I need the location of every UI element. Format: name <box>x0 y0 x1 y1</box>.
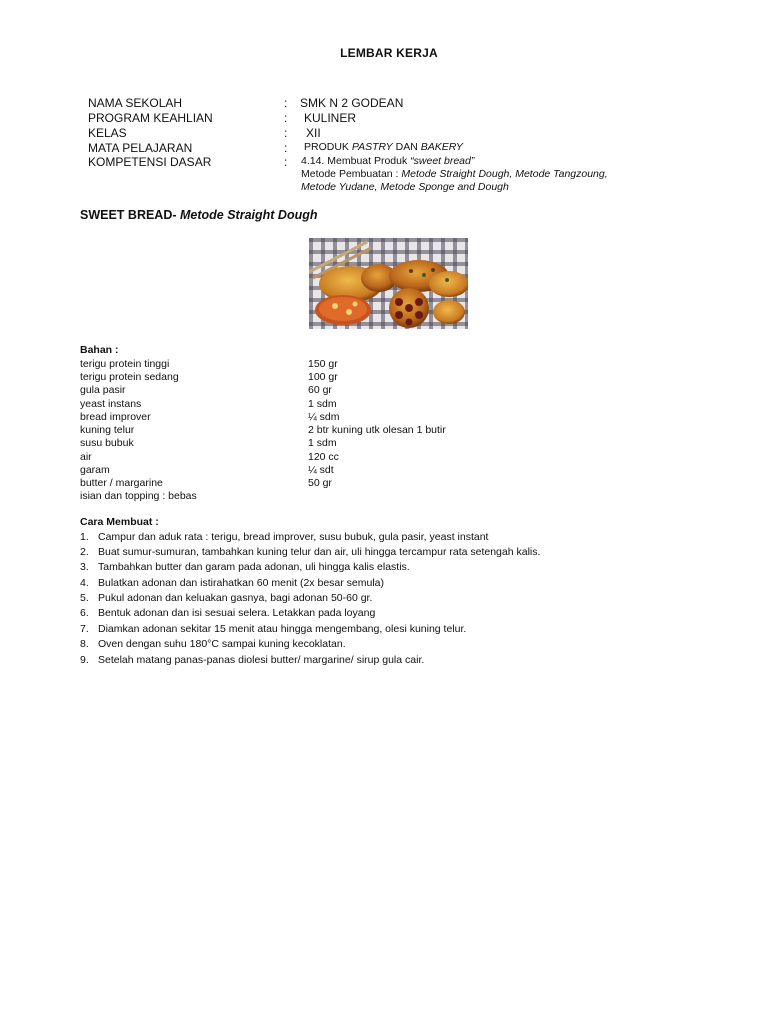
info-colon: : <box>284 96 288 110</box>
ingredient-name: bread improver <box>80 411 151 423</box>
info-colon: : <box>284 126 288 140</box>
sweet-bread-photo <box>309 238 468 329</box>
ingredient-name: yeast instans <box>80 398 142 410</box>
info-value-competency-line3: Metode Yudane, Metode Sponge and Dough <box>301 181 509 193</box>
ingredient-name: isian dan topping : bebas <box>80 490 197 502</box>
ingredient-name: air <box>80 451 92 463</box>
info-value-class: XII <box>306 126 321 140</box>
step-item: 9. Setelah matang panas-panas diolesi butter/ margarine/ sirup gula cair. <box>80 654 425 666</box>
ingredient-qty: 50 gr <box>308 477 332 489</box>
ingredient-name: terigu protein tinggi <box>80 358 170 370</box>
page-title: LEMBAR KERJA <box>340 46 438 60</box>
info-label-school: NAMA SEKOLAH <box>88 96 183 110</box>
ingredient-qty: 1 sdm <box>308 398 337 410</box>
step-item: 5. Pukul adonan dan keluakan gasnya, bagi adonan 50-60 gr. <box>80 592 373 604</box>
recipe-heading: SWEET BREAD- Metode Straight Dough <box>80 208 318 222</box>
step-item: 1. Campur dan aduk rata : terigu, bread improver, susu bubuk, gula pasir, yeast instant <box>80 531 489 543</box>
info-value-subject: PRODUK PASTRY DAN BAKERY <box>304 141 463 153</box>
info-label-competency: KOMPETENSI DASAR <box>88 155 212 169</box>
info-value-school: SMK N 2 GODEAN <box>300 96 404 110</box>
ingredient-qty: ¼ sdt <box>308 464 334 476</box>
info-value-program: KULINER <box>304 111 357 125</box>
info-value-competency-line2: Metode Pembuatan : Metode Straight Dough, Metode Tangzoung, <box>301 168 608 180</box>
step-item: 2. Buat sumur-sumuran, tambahkan kuning telur dan air, uli hingga tercampur rata setengah kalis. <box>80 546 541 558</box>
ingredient-qty: 100 gr <box>308 371 338 383</box>
ingredient-name: kuning telur <box>80 424 135 436</box>
ingredient-qty: ¼ sdm <box>308 411 340 423</box>
ingredient-qty: 120 cc <box>308 451 339 463</box>
info-colon: : <box>284 155 288 169</box>
ingredient-name: susu bubuk <box>80 437 134 449</box>
ingredient-name: butter / margarine <box>80 477 163 489</box>
ingredient-qty: 1 sdm <box>308 437 337 449</box>
info-value-competency-line1: 4.14. Membuat Produk “sweet bread” <box>301 155 475 167</box>
step-item: 8. Oven dengan suhu 180°C sampai kuning kecoklatan. <box>80 638 346 650</box>
step-item: 3. Tambahkan butter dan garam pada adonan, uli hingga kalis elastis. <box>80 561 410 573</box>
ingredient-name: terigu protein sedang <box>80 371 179 383</box>
steps-title: Cara Membuat : <box>80 516 159 528</box>
ingredient-qty: 2 btr kuning utk olesan 1 butir <box>308 424 446 436</box>
ingredient-qty: 150 gr <box>308 358 338 370</box>
ingredient-name: gula pasir <box>80 384 126 396</box>
step-item: 4. Bulatkan adonan dan istirahatkan 60 menit (2x besar semula) <box>80 577 385 589</box>
info-colon: : <box>284 111 288 125</box>
info-label-program: PROGRAM KEAHLIAN <box>88 111 213 125</box>
info-label-subject: MATA PELAJARAN <box>88 141 193 155</box>
ingredients-title: Bahan : <box>80 344 119 356</box>
info-label-class: KELAS <box>88 126 127 140</box>
step-item: 6. Bentuk adonan dan isi sesuai selera. Letakkan pada loyang <box>80 607 376 619</box>
step-item: 7. Diamkan adonan sekitar 15 menit atau hingga mengembang, olesi kuning telur. <box>80 623 467 635</box>
ingredient-qty: 60 gr <box>308 384 332 396</box>
ingredient-name: garam <box>80 464 110 476</box>
info-colon: : <box>284 141 288 155</box>
